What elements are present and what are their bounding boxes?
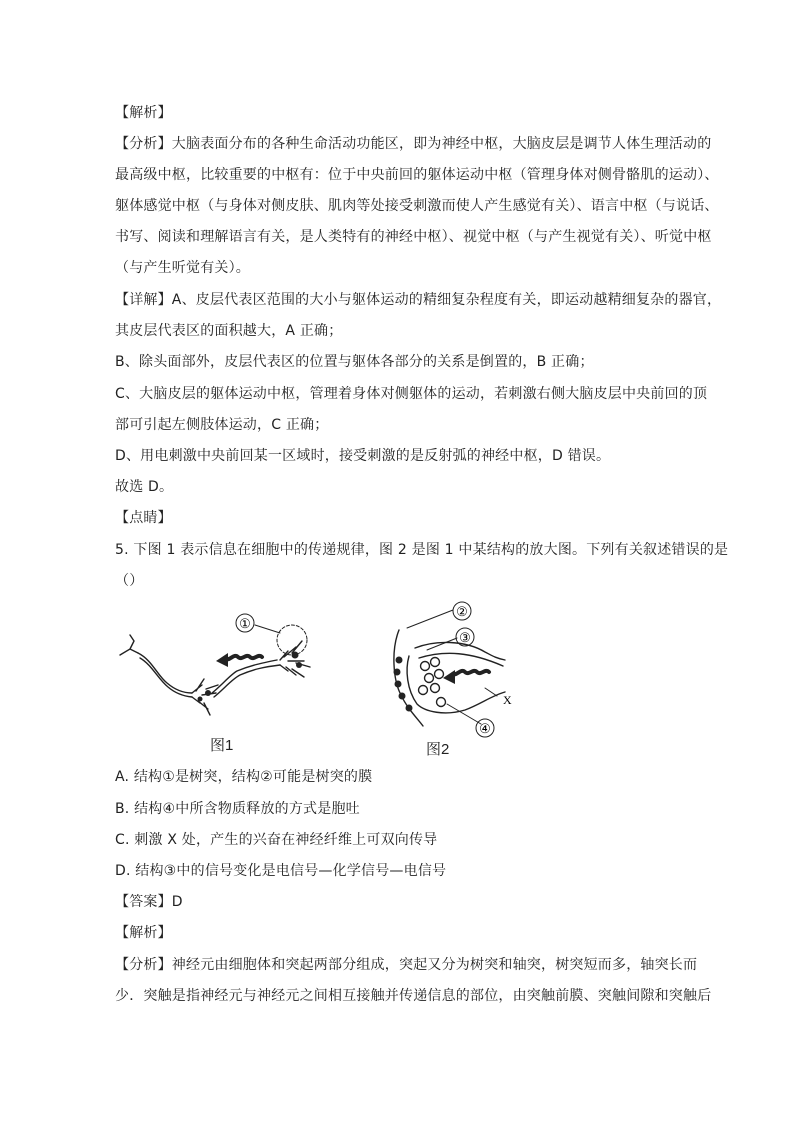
label-2: ②	[456, 605, 468, 620]
figure-1-caption: 图1	[210, 737, 234, 754]
label-1: ①	[239, 617, 251, 632]
text-line: 最高级中枢，比较重要的中枢有：位于中央前回的躯体运动中枢（管理身体对侧骨骼肌的运动）、	[115, 167, 719, 183]
text-line: 【分析】大脑表面分布的各种生命活动功能区，即为神经中枢，大脑皮层是调节人体生理活动的	[115, 136, 712, 152]
option-d: D. 结构③中的信号变化是电信号—化学信号—电信号	[115, 863, 447, 879]
text-line: 【解析】	[115, 105, 172, 121]
text-line: 故选 D。	[115, 479, 174, 495]
text-line: 【点睛】	[115, 510, 172, 526]
text-line: D、用电刺激中央前回某一区域时，接受刺激的是反射弧的神经中枢，D 错误。	[115, 448, 611, 464]
analysis-heading: 【解析】	[115, 925, 172, 941]
answer-line: 【答案】D	[115, 894, 183, 910]
figure-2-caption: 图2	[426, 741, 450, 758]
option-a: A. 结构①是树突，结构②可能是树突的膜	[115, 769, 373, 785]
text-line: 【详解】A、皮层代表区范围的大小与躯体运动的精细复杂程度有关，即运动越精细复杂的器官，	[115, 292, 722, 308]
text-line: C、大脑皮层的躯体运动中枢，管理着身体对侧躯体的运动，若刺激右侧大脑皮层中央前回的顶	[115, 386, 708, 402]
text-line: 其皮层代表区的面积越大，A 正确；	[115, 323, 343, 339]
text-line: 少．突触是指神经元与神经元之间相互接触并传递信息的部位，由突触前膜、突触间隙和突触后	[115, 988, 712, 1004]
text-line: 躯体感觉中枢（与身体对侧皮肤、肌肉等处接受刺激而使人产生感觉有关）、语言中枢（与说话、	[115, 198, 719, 214]
question-5-bracket: （）	[115, 573, 144, 589]
figure-2-synapse	[385, 600, 525, 740]
text-line: （与产生听觉有关）。	[115, 260, 250, 276]
question-5-stem: 5. 下图 1 表示信息在细胞中的传递规律，图 2 是图 1 中某结构的放大图。下列有关叙述错误的是	[115, 542, 729, 558]
text-line: B、除头面部外，皮层代表区的位置与躯体各部分的关系是倒置的，B 正确；	[115, 354, 594, 370]
text-line: 部可引起左侧肢体运动，C 正确；	[115, 417, 329, 433]
text-line: 【分析】神经元由细胞体和突起两部分组成，突起又分为树突和轴突，树突短而多，轴突长而	[115, 957, 698, 973]
label-3: ③	[459, 631, 471, 646]
option-b: B. 结构④中所含物质释放的方式是胞吐	[115, 801, 360, 817]
text-line: 书写、阅读和理解语言有关，是人类特有的神经中枢）、视觉中枢（与产生视觉有关）、听觉中枢	[115, 229, 712, 245]
label-x: X	[503, 693, 512, 707]
label-4: ④	[479, 722, 491, 737]
option-c: C. 刺激 X 处，产生的兴奋在神经纤维上可双向传导	[115, 832, 438, 848]
figure-1-neuron	[112, 605, 352, 730]
